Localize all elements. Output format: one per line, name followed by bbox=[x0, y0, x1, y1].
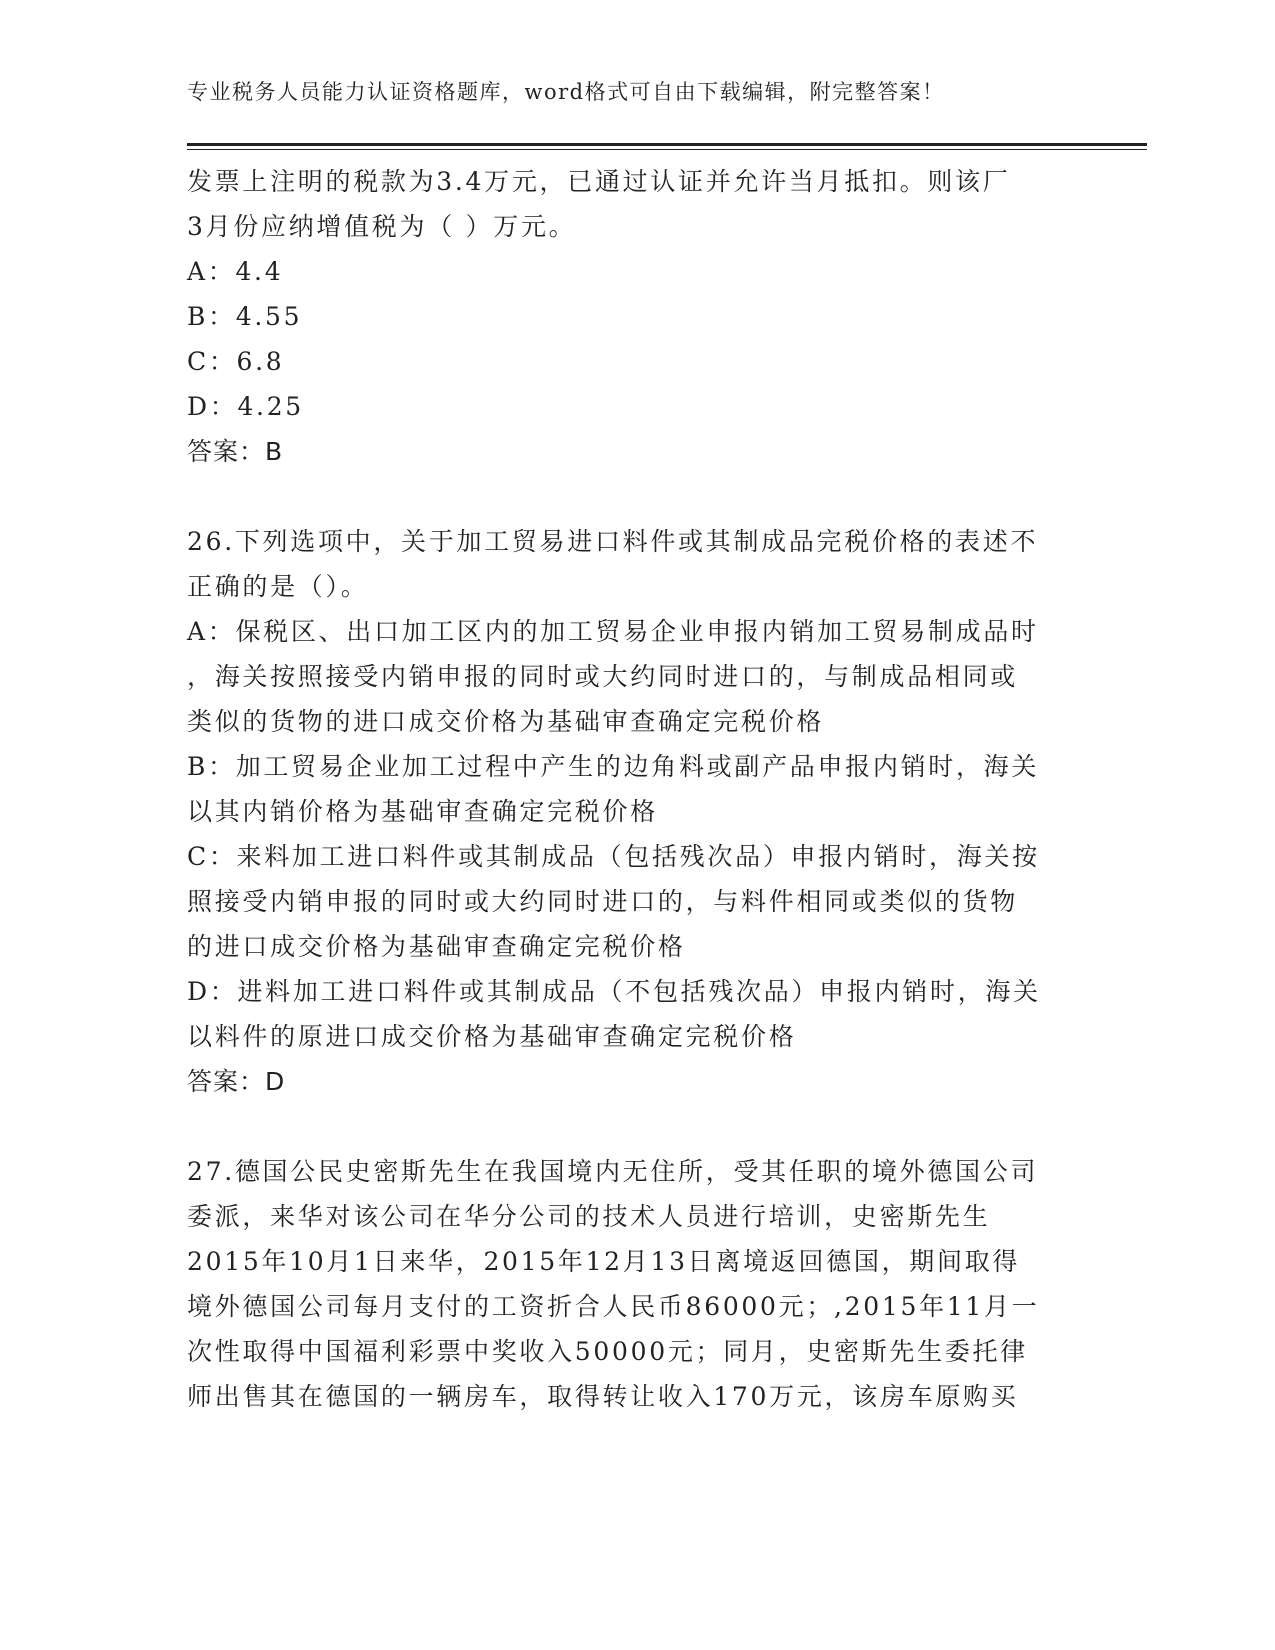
q25-option-c: C：6.8 bbox=[187, 347, 285, 376]
q26-option-line: 以料件的原进口成交价格为基础审查确定完税价格 bbox=[187, 1022, 797, 1051]
q26-answer: 答案：D bbox=[187, 1067, 286, 1096]
spacer bbox=[187, 1104, 1087, 1149]
q25-stem-line: 发票上注明的税款为3.4万元，已通过认证并允许当月抵扣。则该厂 bbox=[187, 167, 1011, 196]
q25-option-b: B：4.55 bbox=[187, 302, 303, 331]
q27-stem-line: 27.德国公民史密斯先生在我国境内无住所，受其任职的境外德国公司 bbox=[187, 1157, 1039, 1186]
q26-option-line: 照接受内销申报的同时或大约同时进口的，与料件相同或类似的货物 bbox=[187, 887, 1019, 916]
q27-stem-line: 师出售其在德国的一辆房车，取得转让收入170万元，该房车原购买 bbox=[187, 1382, 1019, 1411]
q26-option-line: B：加工贸易企业加工过程中产生的边角料或副产品申报内销时，海关 bbox=[187, 752, 1040, 781]
q26-option-line: 类似的货物的进口成交价格为基础审查确定完税价格 bbox=[187, 707, 825, 736]
header-rule-thick bbox=[187, 143, 1147, 146]
q25-option-d: D：4.25 bbox=[187, 392, 304, 421]
q25-stem-line: 3月份应纳增值税为（ ）万元。 bbox=[187, 212, 577, 241]
q27-stem-line: 境外德国公司每月支付的工资折合人民币86000元；,2015年11月一 bbox=[187, 1292, 1040, 1321]
q25-answer: 答案：B bbox=[187, 437, 284, 466]
header-rule-thin bbox=[187, 149, 1147, 150]
q27-stem-line: 委派，来华对该公司在华分公司的技术人员进行培训，史密斯先生 bbox=[187, 1202, 991, 1231]
q27-stem-line: 次性取得中国福利彩票中奖收入50000元；同月，史密斯先生委托律 bbox=[187, 1337, 1028, 1366]
q27-stem-line: 2015年10月1日来华，2015年12月13日离境返回德国，期间取得 bbox=[187, 1247, 1021, 1276]
question-content bbox=[187, 159, 1087, 1419]
q25-option-a: A：4.4 bbox=[187, 257, 284, 286]
q26-option-line: C：来料加工进口料件或其制成品（包括残次品）申报内销时，海关按 bbox=[187, 842, 1040, 871]
page-header: 专业税务人员能力认证资格题库，word格式可自由下载编辑，附完整答案！ bbox=[187, 80, 945, 104]
q26-stem-line: 26.下列选项中，关于加工贸易进口料件或其制成品完税价格的表述不 bbox=[187, 527, 1039, 556]
q26-option-line: A：保税区、出口加工区内的加工贸易企业申报内销加工贸易制成品时 bbox=[187, 617, 1039, 646]
spacer bbox=[187, 474, 1087, 519]
q26-stem-line: 正确的是（）。 bbox=[187, 572, 369, 601]
q26-option-line: 的进口成交价格为基础审查确定完税价格 bbox=[187, 932, 686, 961]
q26-option-line: D：进料加工进口料件或其制成品（不包括残次品）申报内销时，海关 bbox=[187, 977, 1041, 1006]
q26-option-line: 以其内销价格为基础审查确定完税价格 bbox=[187, 797, 658, 826]
q26-option-line: ，海关按照接受内销申报的同时或大约同时进口的，与制成品相同或 bbox=[187, 662, 1019, 691]
